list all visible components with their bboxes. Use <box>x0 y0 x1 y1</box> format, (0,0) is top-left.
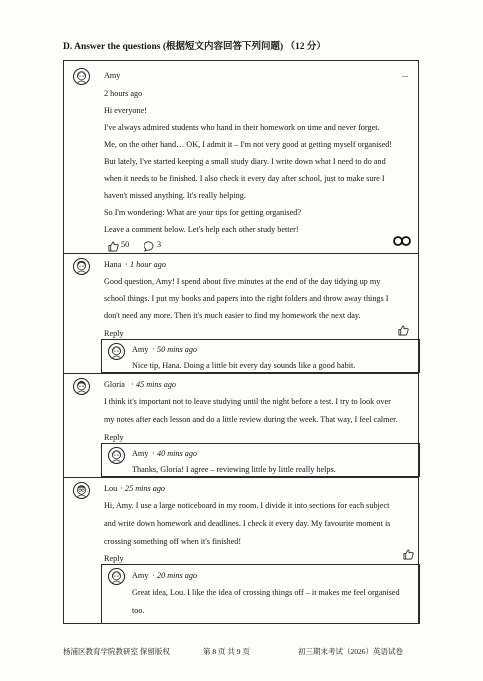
amy-avatar <box>73 68 90 85</box>
reply-button[interactable]: Reply <box>104 554 124 563</box>
hana-avatar <box>73 258 90 275</box>
divider <box>64 477 418 478</box>
like-count: 50 <box>121 240 130 249</box>
comment-line: don't need any more. Then it's much easier to find my homework the next day. <box>104 311 361 320</box>
reply-line: too. <box>132 606 145 615</box>
reply-box <box>101 564 420 624</box>
comment-line: Good question, Amy! I spend about five minutes at the end of the day tidying up my <box>104 277 381 286</box>
comment-meta-separator: · <box>131 380 134 389</box>
reply-button[interactable]: Reply <box>104 329 124 338</box>
lou-avatar <box>73 482 90 499</box>
gloria-avatar <box>73 378 90 395</box>
post-time: 2 hours ago <box>104 89 143 98</box>
section-title: D. Answer the questions (根据短文内容回答下列问题) （12 分） <box>63 42 326 52</box>
post-author: Amy <box>104 71 121 80</box>
comment-line: my notes after each lesson and do a little review during the week. That way, I feel calmer. <box>104 415 398 424</box>
reply-meta-separator: · <box>152 449 155 458</box>
comment-line: and write down homework and deadlines. I check it every day. My favourite moment is <box>104 519 391 528</box>
reply-time: 50 mins ago <box>157 345 198 354</box>
reply-author: Amy <box>132 345 149 354</box>
post-line: Hi everyone! <box>104 106 147 115</box>
reply-meta-separator: · <box>152 345 155 354</box>
comment-time: 25 mins ago <box>125 484 166 493</box>
comment-time: 1 hour ago <box>130 260 166 269</box>
comment-meta-separator: · <box>125 260 128 269</box>
comment-line: I think it's important not to leave studying until the night before a test. I try to look over <box>104 397 391 406</box>
comment-bubble-icon[interactable] <box>144 239 155 250</box>
thumbs-up-icon[interactable] <box>403 547 414 558</box>
more-options-button[interactable]: ... <box>402 70 409 79</box>
reply-author: Amy <box>132 571 149 580</box>
comment-line: Hi, Amy. I use a large noticeboard in my room. I divide it into sections for each subject <box>104 501 390 510</box>
reply-meta-separator: · <box>152 571 155 580</box>
post-line: haven't missed anything. It's really helping. <box>104 191 246 200</box>
reply-author: Amy <box>132 449 149 458</box>
comment-time: 45 mins ago <box>136 380 177 389</box>
post-line: when it needs to be finished. I also check it every day after school, just to make sure I <box>104 174 385 183</box>
reply-line: Nice tip, Hana. Doing a little bit every day sounds like a good habit. <box>132 361 356 370</box>
post-line: So I'm wondering: What are your tips for getting organised? <box>104 208 301 217</box>
amy-avatar <box>108 568 125 585</box>
comment-count: 3 <box>157 240 162 249</box>
reply-button[interactable]: Reply <box>104 433 124 442</box>
comment-thread <box>63 60 419 624</box>
reply-time: 40 mins ago <box>157 449 198 458</box>
footer-left: 杨浦区教育学院教研室 保留版权 <box>63 647 170 656</box>
comment-line: crossing something off when it's finished! <box>104 537 242 546</box>
divider <box>64 253 418 254</box>
thumbs-up-icon[interactable] <box>398 323 409 334</box>
post-line: I've always admired students who hand in their homework on time and never forget. <box>104 123 380 132</box>
comment-author: Hana <box>104 260 122 269</box>
divider <box>64 373 418 374</box>
comment-meta-separator: · <box>120 484 123 493</box>
comment-author: Lou <box>104 484 118 493</box>
reply-box <box>101 443 420 477</box>
reply-time: 20 mins ago <box>157 571 198 580</box>
reply-box <box>101 339 420 373</box>
reply-line: Thanks, Gloria! I agree – reviewing little by little really helps. <box>132 465 336 474</box>
post-line: Leave a comment below. Let's help each other study better! <box>104 225 299 234</box>
amy-avatar <box>108 343 125 360</box>
footer-right: 初三期末考试（2026）英语试卷 <box>298 647 403 656</box>
reply-line: Great idea, Lou. I like the idea of crossing things off – it makes me feel organised <box>132 588 400 597</box>
footer-page-number: 第 8 页 共 9 页 <box>203 647 250 656</box>
emoji-reactions-icon[interactable] <box>393 233 411 243</box>
comment-author: Gloria <box>104 380 125 389</box>
post-line: But lately, I've started keeping a small study diary. I write down what I need to do and <box>104 157 386 166</box>
post-line: Me, on the other hand… OK, I admit it – I'm not very good at getting myself organised! <box>104 140 393 149</box>
comment-line: school things. I put my books and papers into the right folders and throw away things I <box>104 294 389 303</box>
thumbs-up-icon[interactable] <box>108 239 119 250</box>
amy-avatar <box>108 447 125 464</box>
